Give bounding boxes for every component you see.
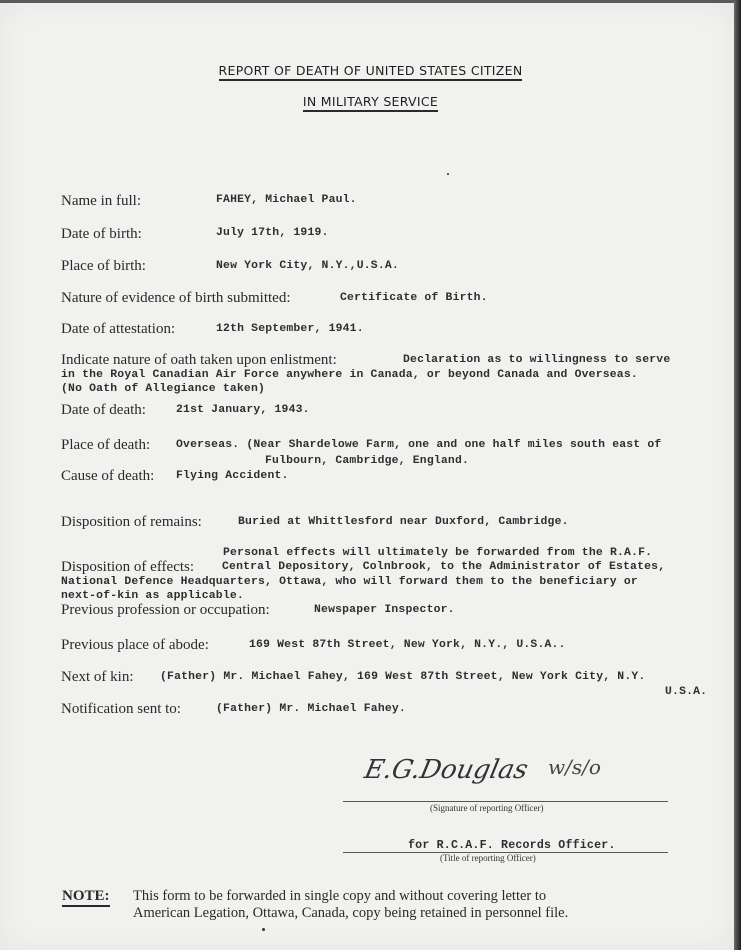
field-label: Previous place of abode: [61, 637, 209, 653]
field-label: Indicate nature of oath taken upon enlistment: [61, 352, 337, 368]
field-place-of-death-line2: Fulbourn, Cambridge, England. [265, 455, 470, 467]
field-attestation-value: 12th September, 1941. [216, 323, 364, 335]
field-oath-value-line3: (No Oath of Allegiance taken) [61, 383, 266, 395]
field-label: Disposition of effects: [61, 559, 195, 575]
officer-title-value: for R.C.A.F. Records Officer. [408, 839, 616, 852]
field-remains [61, 513, 202, 531]
field-dob-value: July 17th, 1919. [216, 227, 329, 239]
field-label: Cause of death: [61, 468, 155, 484]
field-pob [61, 257, 146, 275]
note-line2: American Legation, Ottawa, Canada, copy being retained in personnel file. [133, 905, 569, 921]
document-title-line1: REPORT OF DEATH OF UNITED STATES CITIZEN [0, 63, 741, 78]
field-oath [61, 351, 337, 369]
field-label: Date of attestation: [61, 321, 176, 337]
field-cause-value: Flying Accident. [176, 470, 289, 482]
field-abode-value: 169 West 87th Street, New York, N.Y., U.S.A.. [249, 639, 566, 651]
field-place-of-death [61, 436, 150, 454]
field-attestation [61, 320, 175, 338]
field-dod [61, 401, 146, 419]
note-line1: This form to be forwarded in single copy and without covering letter to [133, 888, 547, 904]
field-label: Disposition of remains: [61, 514, 202, 530]
field-name [61, 192, 141, 210]
field-kin-line1: (Father) Mr. Michael Fahey, 169 West 87th Street, New York City, N.Y. [160, 671, 646, 683]
field-dob [61, 225, 142, 243]
document-title-line2: IN MILITARY SERVICE [0, 94, 741, 109]
field-label: Notification sent to: [61, 701, 181, 717]
signature-initials: w/s/o [548, 755, 601, 779]
field-label: Name in full: [61, 193, 141, 209]
field-effects-line1: Central Depository, Colnbrook, to the Administrator of Estates, [222, 561, 666, 573]
field-oath-value-line2: in the Royal Canadian Air Force anywhere in Canada, or beyond Canada and Overseas. [61, 369, 638, 381]
field-profession-value: Newspaper Inspector. [314, 604, 455, 616]
field-effects-line3: next-of-kin as applicable. [61, 590, 244, 602]
signature-line [343, 801, 668, 802]
field-label: Next of kin: [61, 669, 134, 685]
field-label: Place of death: [61, 437, 151, 453]
field-label: Date of death: [61, 402, 146, 418]
scan-edge-right [734, 0, 741, 950]
field-notification-value: (Father) Mr. Michael Fahey. [216, 703, 406, 715]
field-evidence [61, 289, 291, 307]
signature-caption: (Signature of reporting Officer) [430, 803, 544, 813]
paper-speck [262, 928, 265, 931]
field-kin-line2: U.S.A. [665, 686, 708, 698]
field-evidence-value: Certificate of Birth. [340, 292, 488, 304]
field-label: Nature of evidence of birth submitted: [61, 290, 291, 306]
document-page [0, 3, 734, 950]
officer-signature: E.G.Douglas [361, 755, 531, 785]
field-effects-line0: Personal effects will ultimately be forwarded from the R.A.F. [223, 547, 653, 559]
title-caption: (Title of reporting Officer) [440, 853, 536, 863]
field-name-value: FAHEY, Michael Paul. [216, 194, 357, 206]
field-label: Place of birth: [61, 258, 146, 274]
field-dod-value: 21st January, 1943. [176, 404, 310, 416]
field-remains-value: Buried at Whittlesford near Duxford, Cambridge. [238, 516, 569, 528]
paper-speck [447, 173, 449, 175]
field-label: Previous profession or occupation: [61, 602, 270, 618]
field-profession [61, 601, 270, 619]
field-abode [61, 636, 209, 654]
field-label: Date of birth: [61, 226, 142, 242]
field-oath-value-line1: Declaration as to willingness to serve [403, 354, 671, 366]
note-text [133, 888, 568, 922]
field-cause [61, 467, 154, 485]
field-kin [61, 668, 134, 686]
field-notification [61, 700, 181, 718]
field-effects [61, 558, 194, 576]
field-effects-line2: National Defence Headquarters, Ottawa, who will forward them to the beneficiary or [61, 576, 638, 588]
field-pob-value: New York City, N.Y.,U.S.A. [216, 260, 399, 272]
field-place-of-death-line1: Overseas. (Near Shardelowe Farm, one and one half miles south east of [176, 439, 662, 451]
note-label: NOTE: [62, 888, 110, 907]
